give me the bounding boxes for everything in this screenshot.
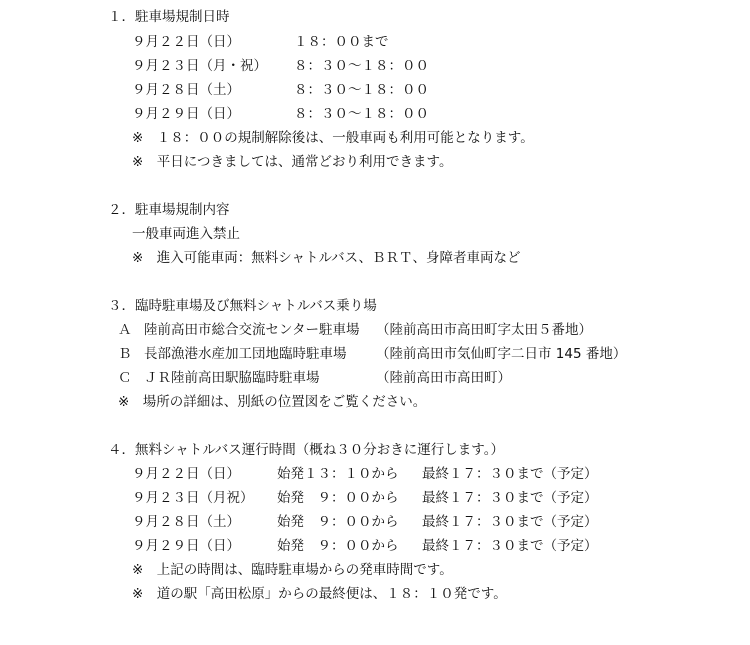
schedule-row <box>132 79 732 101</box>
note-text: ※ １８：００の規制解除後は、一般車両も利用可能となります。 <box>132 130 534 146</box>
shuttle-last-departure: 最終１７：３０まで（予定） <box>422 466 598 482</box>
note-text: ※ 場所の詳細は、別紙の位置図をご覧ください。 <box>118 394 427 410</box>
parking-mark: Ｃ <box>118 370 132 386</box>
parking-item <box>118 319 738 341</box>
section4-heading: ４．無料シャトルバス運行時間（概ね３０分おきに運行します。） <box>108 442 504 458</box>
schedule-row <box>132 103 732 125</box>
parking-item <box>118 343 738 365</box>
section1-heading: １．駐車場規制日時 <box>108 9 230 25</box>
regulation-text: 一般車両進入禁止 <box>132 226 240 242</box>
shuttle-row <box>132 463 742 485</box>
parking-address: （陸前高田市高田町字太田５番地） <box>376 322 592 338</box>
schedule-date: ９月２９日（日） <box>132 106 240 122</box>
schedule-date: ９月２３日（月・祝） <box>132 58 267 74</box>
schedule-time: １８：００まで <box>294 34 389 50</box>
parking-address: （陸前高田市高田町） <box>376 370 511 386</box>
parking-item <box>118 367 738 389</box>
note-text: ※ 進入可能車両：無料シャトルバス、ＢＲＴ、身障者車両など <box>132 250 521 266</box>
parking-name: ＪＲ陸前高田駅脇臨時駐車場 <box>144 370 320 386</box>
shuttle-date: ９月２９日（日） <box>132 538 240 554</box>
parking-name: 長部漁港水産加工団地臨時駐車場 <box>144 346 347 362</box>
note-text: ※ 平日につきましては、通常どおり利用できます。 <box>132 154 453 170</box>
section3-heading: ３．臨時駐車場及び無料シャトルバス乗り場 <box>108 298 377 314</box>
shuttle-first-departure: 始発 ９：００から <box>277 490 399 506</box>
note-text: ※ 道の駅「高田松原」からの最終便は、１８：１０発です。 <box>132 586 507 602</box>
shuttle-row <box>132 511 742 533</box>
shuttle-row <box>132 535 742 557</box>
shuttle-last-departure: 最終１７：３０まで（予定） <box>422 490 598 506</box>
note-text: ※ 上記の時間は、臨時駐車場からの発車時間です。 <box>132 562 453 578</box>
schedule-date: ９月２２日（日） <box>132 34 240 50</box>
parking-address: （陸前高田市気仙町字二日市 145 番地） <box>376 346 627 362</box>
shuttle-date: ９月２３日（月祝） <box>132 490 254 506</box>
schedule-time: ８：３０～１８：００ <box>294 58 429 74</box>
shuttle-first-departure: 始発 ９：００から <box>277 538 399 554</box>
schedule-time: ８：３０～１８：００ <box>294 82 429 98</box>
schedule-time: ８：３０～１８：００ <box>294 106 429 122</box>
shuttle-last-departure: 最終１７：３０まで（予定） <box>422 514 598 530</box>
shuttle-last-departure: 最終１７：３０まで（予定） <box>422 538 598 554</box>
parking-mark: Ｂ <box>118 346 132 362</box>
shuttle-first-departure: 始発 ９：００から <box>277 514 399 530</box>
shuttle-date: ９月２２日（日） <box>132 466 240 482</box>
shuttle-first-departure: 始発１３：１０から <box>277 466 399 482</box>
shuttle-date: ９月２８日（土） <box>132 514 240 530</box>
schedule-row <box>132 55 732 77</box>
parking-name: 陸前高田市総合交流センター駐車場 <box>144 322 360 338</box>
parking-mark: Ａ <box>118 322 132 338</box>
shuttle-row <box>132 487 742 509</box>
section2-heading: ２．駐車場規制内容 <box>108 202 230 218</box>
schedule-row <box>132 31 732 53</box>
schedule-date: ９月２８日（土） <box>132 82 240 98</box>
